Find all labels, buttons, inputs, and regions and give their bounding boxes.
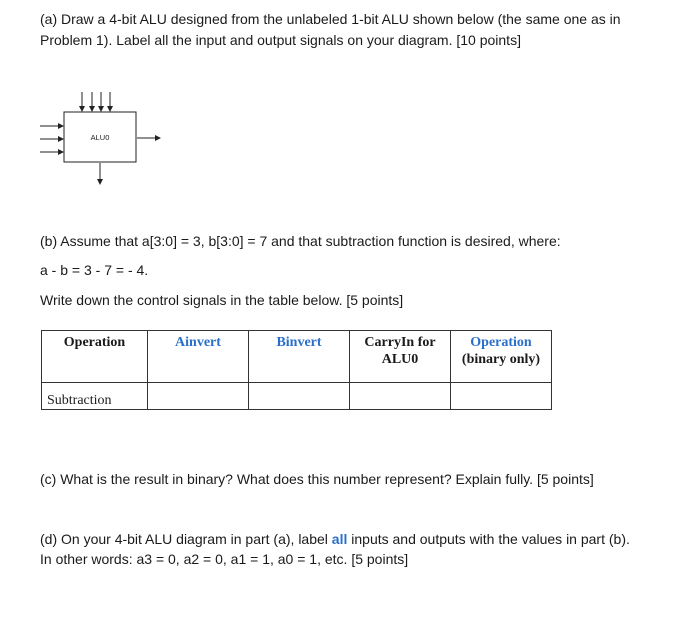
control-signals-table <box>41 330 552 410</box>
header-binvert: Binvert <box>249 331 350 383</box>
part-c-line-1: (c) What is the result in binary? What does this number represent? Explain fully. [5 points] <box>40 471 594 487</box>
part-a-line-1: (a) Draw a 4-bit ALU designed from the unlabeled 1-bit ALU shown below (the same one as in <box>40 11 621 27</box>
part-d-highlight: all <box>331 531 348 547</box>
part-b-line-1: (b) Assume that a[3:0] = 3, b[3:0] = 7 and that subtraction function is desired, where: <box>40 233 561 249</box>
cell-carryin[interactable] <box>350 383 451 410</box>
header-ainvert: Ainvert <box>148 331 249 383</box>
part-d-text-pre: (d) On your 4-bit ALU diagram in part (a), label <box>40 531 332 547</box>
cell-binvert[interactable] <box>249 383 350 410</box>
alu-diagram <box>34 86 174 190</box>
alu-label: ALU0 <box>90 133 110 142</box>
cell-operation-binary[interactable] <box>451 383 552 410</box>
header-operation-binary: Operation (binary only) <box>451 331 552 383</box>
cell-operation: Subtraction <box>42 383 148 410</box>
table-row <box>42 383 552 410</box>
header-operation: Operation <box>42 331 148 383</box>
part-b-line-2: a - b = 3 - 7 = - 4. <box>40 262 149 278</box>
part-b-line-3: Write down the control signals in the table below. [5 points] <box>40 292 404 308</box>
header-carryin: CarryIn for ALU0 <box>350 331 451 383</box>
cell-ainvert[interactable] <box>148 383 249 410</box>
part-d-line-2: In other words: a3 = 0, a2 = 0, a1 = 1, a0 = 1, etc. [5 points] <box>40 551 409 567</box>
part-d-text-post: inputs and outputs with the values in part (b). <box>347 531 630 547</box>
table-header-row <box>42 331 552 383</box>
part-d-line-1 <box>40 529 630 549</box>
part-a-line-2: Problem 1). Label all the input and output signals on your diagram. [10 points] <box>40 32 521 48</box>
